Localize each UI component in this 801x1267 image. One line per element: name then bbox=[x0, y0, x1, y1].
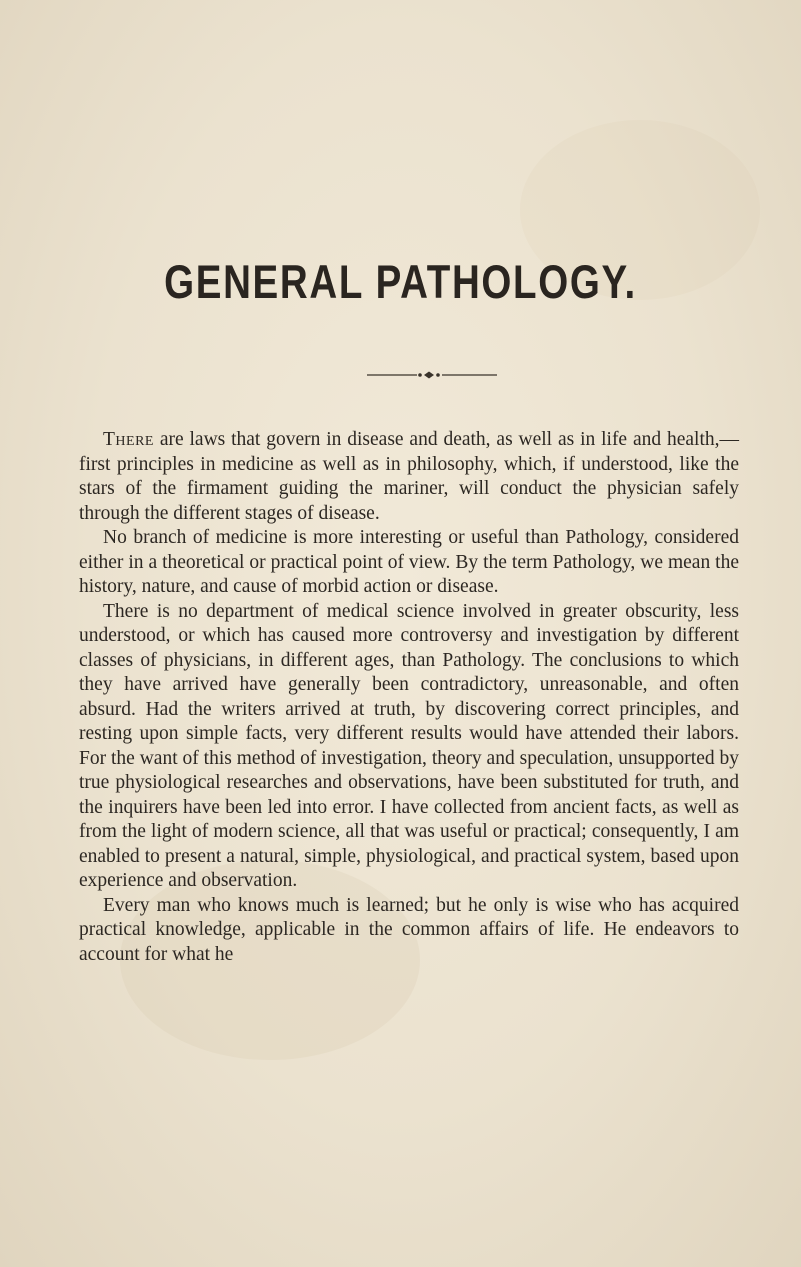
paragraph: Every man who knows much is learned; but he only is wise who has acquired practical knowledge, applicable in the common affairs of life. He endeavors to account for what he bbox=[79, 894, 739, 965]
paragraph-text: are laws that govern in disease and death, as well as in life and health,—first principles in medicine as well as in philosophy, which, if understood, like the stars of the firmament guiding the mariner, will conduct the physician safely through the different stages of disease. bbox=[79, 429, 739, 524]
title-ornament-divider bbox=[367, 369, 497, 381]
paragraph bbox=[79, 428, 739, 526]
paragraph-lead-word: There bbox=[103, 429, 154, 450]
paragraph: There is no department of medical science involved in greater obscurity, less understood, or which has caused more controversy and investigation by different classes of physicians, in different ages, than Pathology. The conclusions to which they have arrived have generally been contradictory, unreasonable, and often absurd. Had the writers arrived at truth, by discovering correct principles, and resting upon simple facts, very different results would have attended their labors. For the want of this method of investigation, theory and speculation, unsupported by true physiological researches and observations, have been substituted for truth, and the inquirers have been led into error. I have collected from ancient facts, as well as from the light of modern science, all that was useful or practical; consequently, I am enabled to present a natural, simple, physiological, and practical system, based upon experience and observation. bbox=[79, 600, 739, 891]
page-title: GENERAL PATHOLOGY. bbox=[164, 255, 637, 308]
body-text bbox=[79, 428, 739, 967]
paragraph: No branch of medicine is more interesting or useful than Pathology, considered either in a theoretical or practical point of view. By the term Pathology, we mean the history, nature, and cause of morbid action or disease. bbox=[79, 527, 739, 597]
